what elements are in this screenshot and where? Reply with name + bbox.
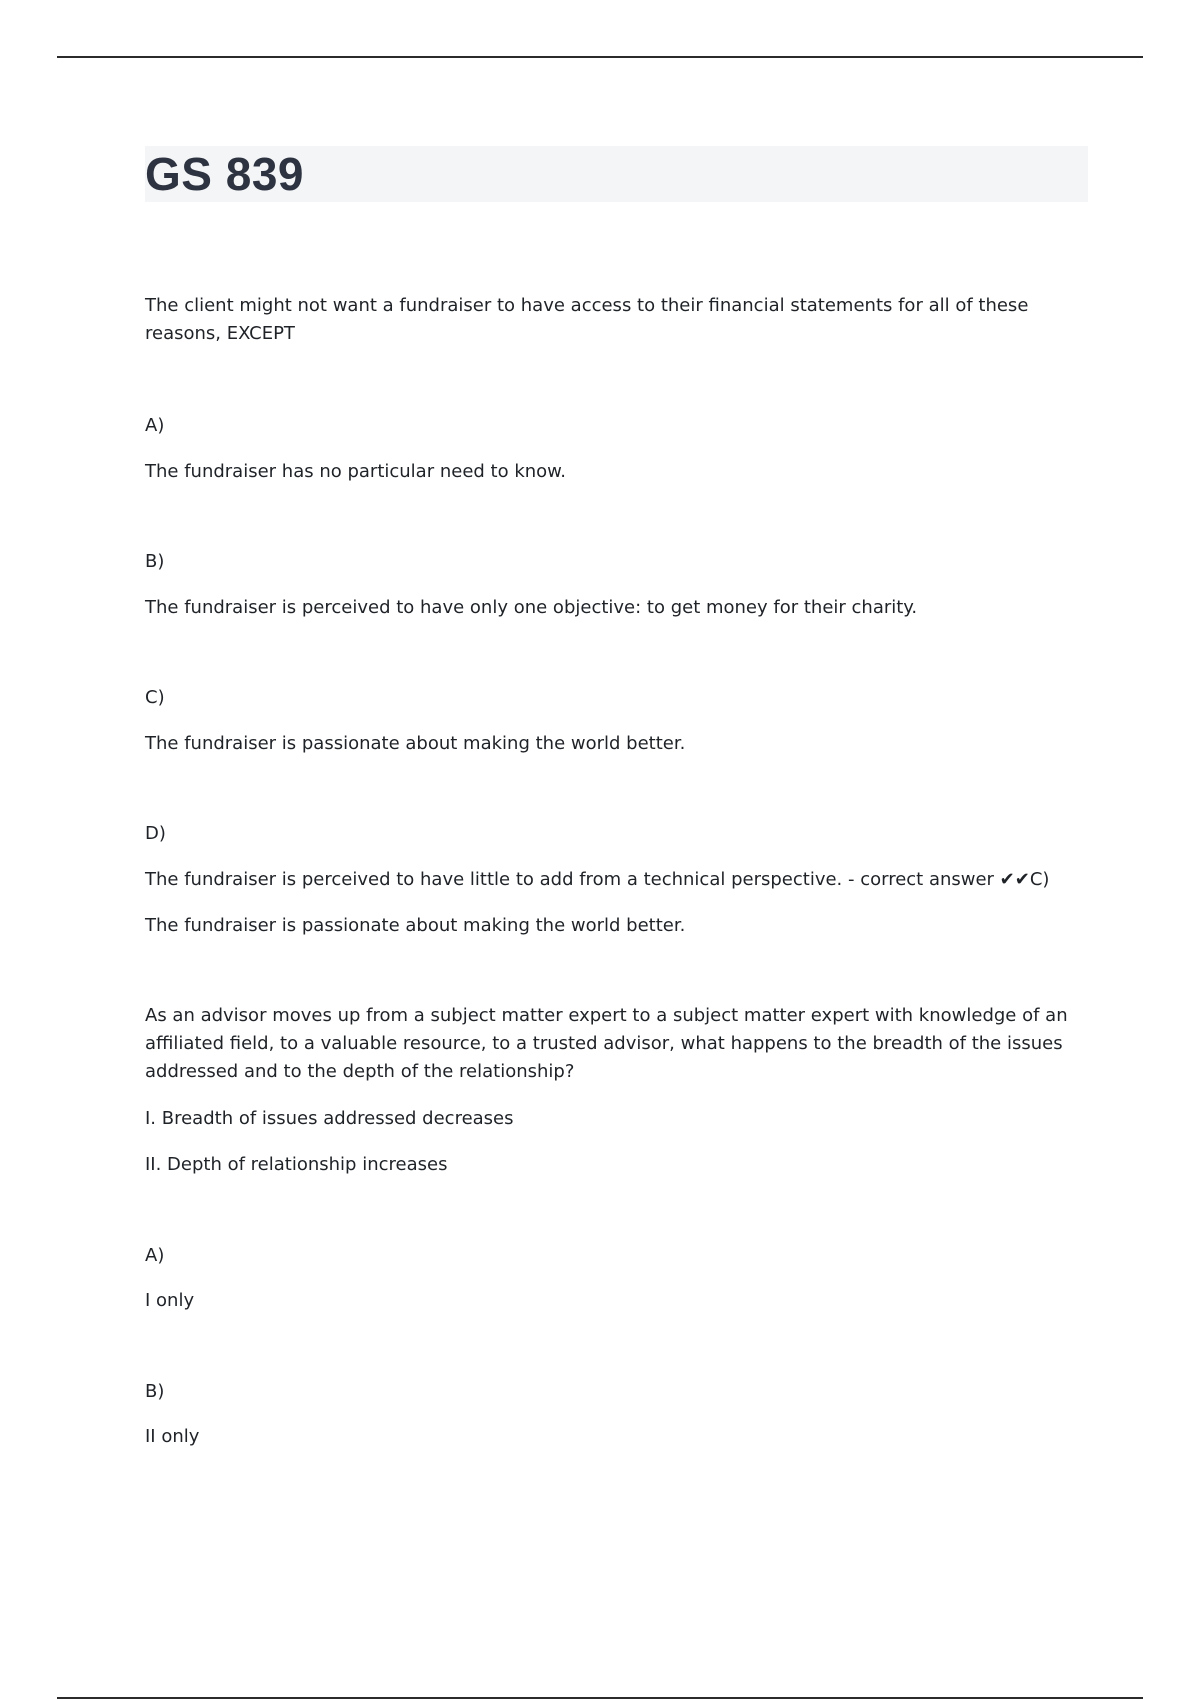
q2-option-a-letter: A) xyxy=(145,1245,165,1266)
q1-answer-text: The fundraiser is passionate about making the world better. xyxy=(145,915,686,936)
q1-option-c-letter: C) xyxy=(145,687,165,708)
q1-option-d-text: The fundraiser is perceived to have little to add from a technical perspective. - correct answer ✔✔C) xyxy=(145,869,1050,890)
question-2-prompt: As an advisor moves up from a subject matter expert to a subject matter expert with knowledge of an affiliated field, to a valuable resource, to a trusted advisor, what happens to the breadth of the issues addressed and to the depth of the relationship? xyxy=(145,1005,1068,1082)
question-1-prompt: The client might not want a fundraiser to have access to their financial statements for all of these reasons, EXCEPT xyxy=(145,295,1029,344)
q1-option-a-letter: A) xyxy=(145,415,165,436)
q1-option-b-letter: B) xyxy=(145,551,165,572)
q1-option-c-text: The fundraiser is passionate about making the world better. xyxy=(145,733,686,754)
page-title: GS 839 xyxy=(145,148,304,200)
q2-statement-2: II. Depth of relationship increases xyxy=(145,1154,448,1175)
q1-option-b-text: The fundraiser is perceived to have only one objective: to get money for their charity. xyxy=(145,597,918,618)
q2-option-a-text: I only xyxy=(145,1290,195,1311)
q1-option-a-text: The fundraiser has no particular need to know. xyxy=(145,461,566,482)
q2-option-b-letter: B) xyxy=(145,1381,165,1402)
bottom-rule xyxy=(57,1697,1143,1699)
q2-statement-1: I. Breadth of issues addressed decreases xyxy=(145,1108,514,1129)
top-rule xyxy=(57,56,1143,58)
q2-option-b-text: II only xyxy=(145,1426,200,1447)
q1-option-d-letter: D) xyxy=(145,823,166,844)
